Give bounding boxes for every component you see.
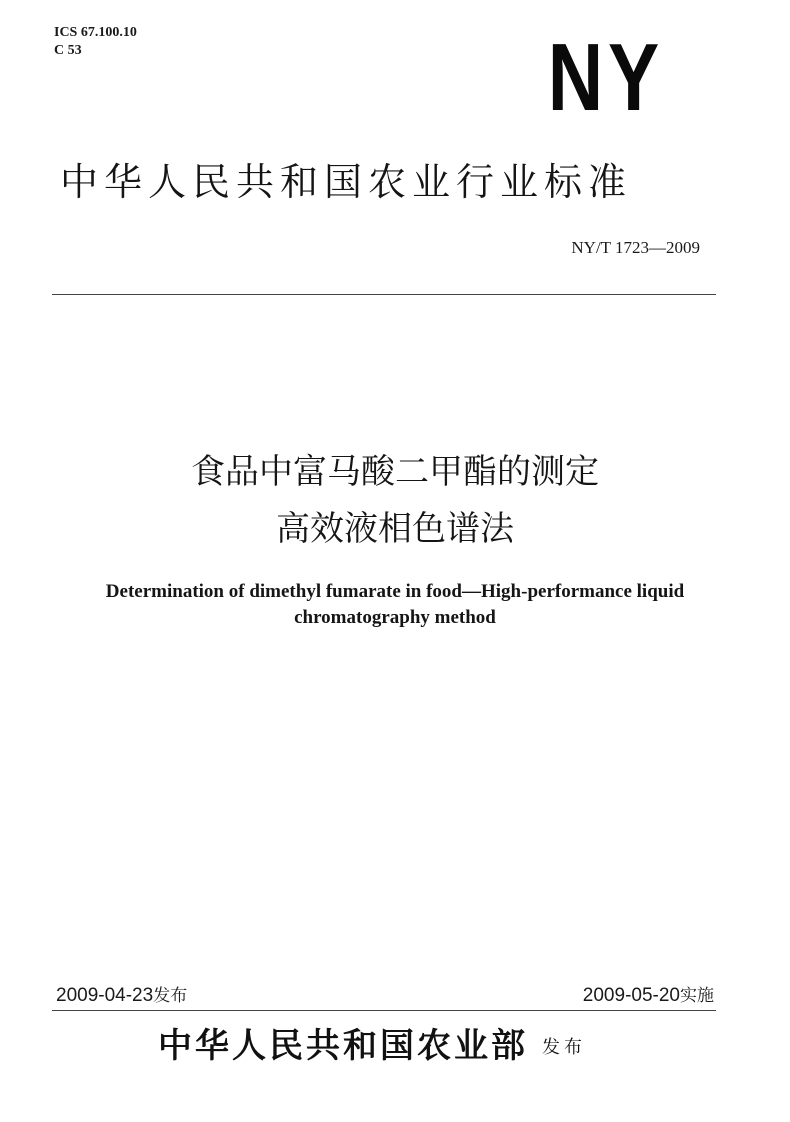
issue-label: 发布 [153, 986, 188, 1006]
en-title-line-2: chromatography method [294, 607, 496, 628]
classification-codes [54, 24, 137, 60]
cn-title-line-2: 高效液相色谱法 [276, 509, 514, 549]
issue-date-block [56, 984, 187, 1008]
publish-label: 发布 [542, 1037, 586, 1058]
ics-code: ICS 67.100.10 [54, 25, 137, 40]
publisher-name: 中华人民共和国农业部 [158, 1026, 528, 1066]
cn-title-line-1: 食品中富马酸二甲酯的测定 [191, 452, 599, 492]
ccs-code: C 53 [54, 43, 82, 58]
implement-date: 2009-05-20 [582, 985, 680, 1006]
top-divider [52, 294, 716, 295]
implement-date-block [583, 984, 714, 1008]
publisher-block [158, 1026, 586, 1068]
issue-date: 2009-04-23 [56, 985, 154, 1006]
bottom-divider [52, 1010, 716, 1011]
standard-category-title: 中华人民共和国农业行业标准 [60, 160, 633, 204]
implement-label: 实施 [680, 986, 714, 1006]
standard-number: NY/T 1723—2009 [571, 238, 700, 257]
en-title-line-1: Determination of dimethyl fumarate in food—High-performance liquid [105, 581, 685, 602]
ny-logo: NY [547, 24, 664, 131]
